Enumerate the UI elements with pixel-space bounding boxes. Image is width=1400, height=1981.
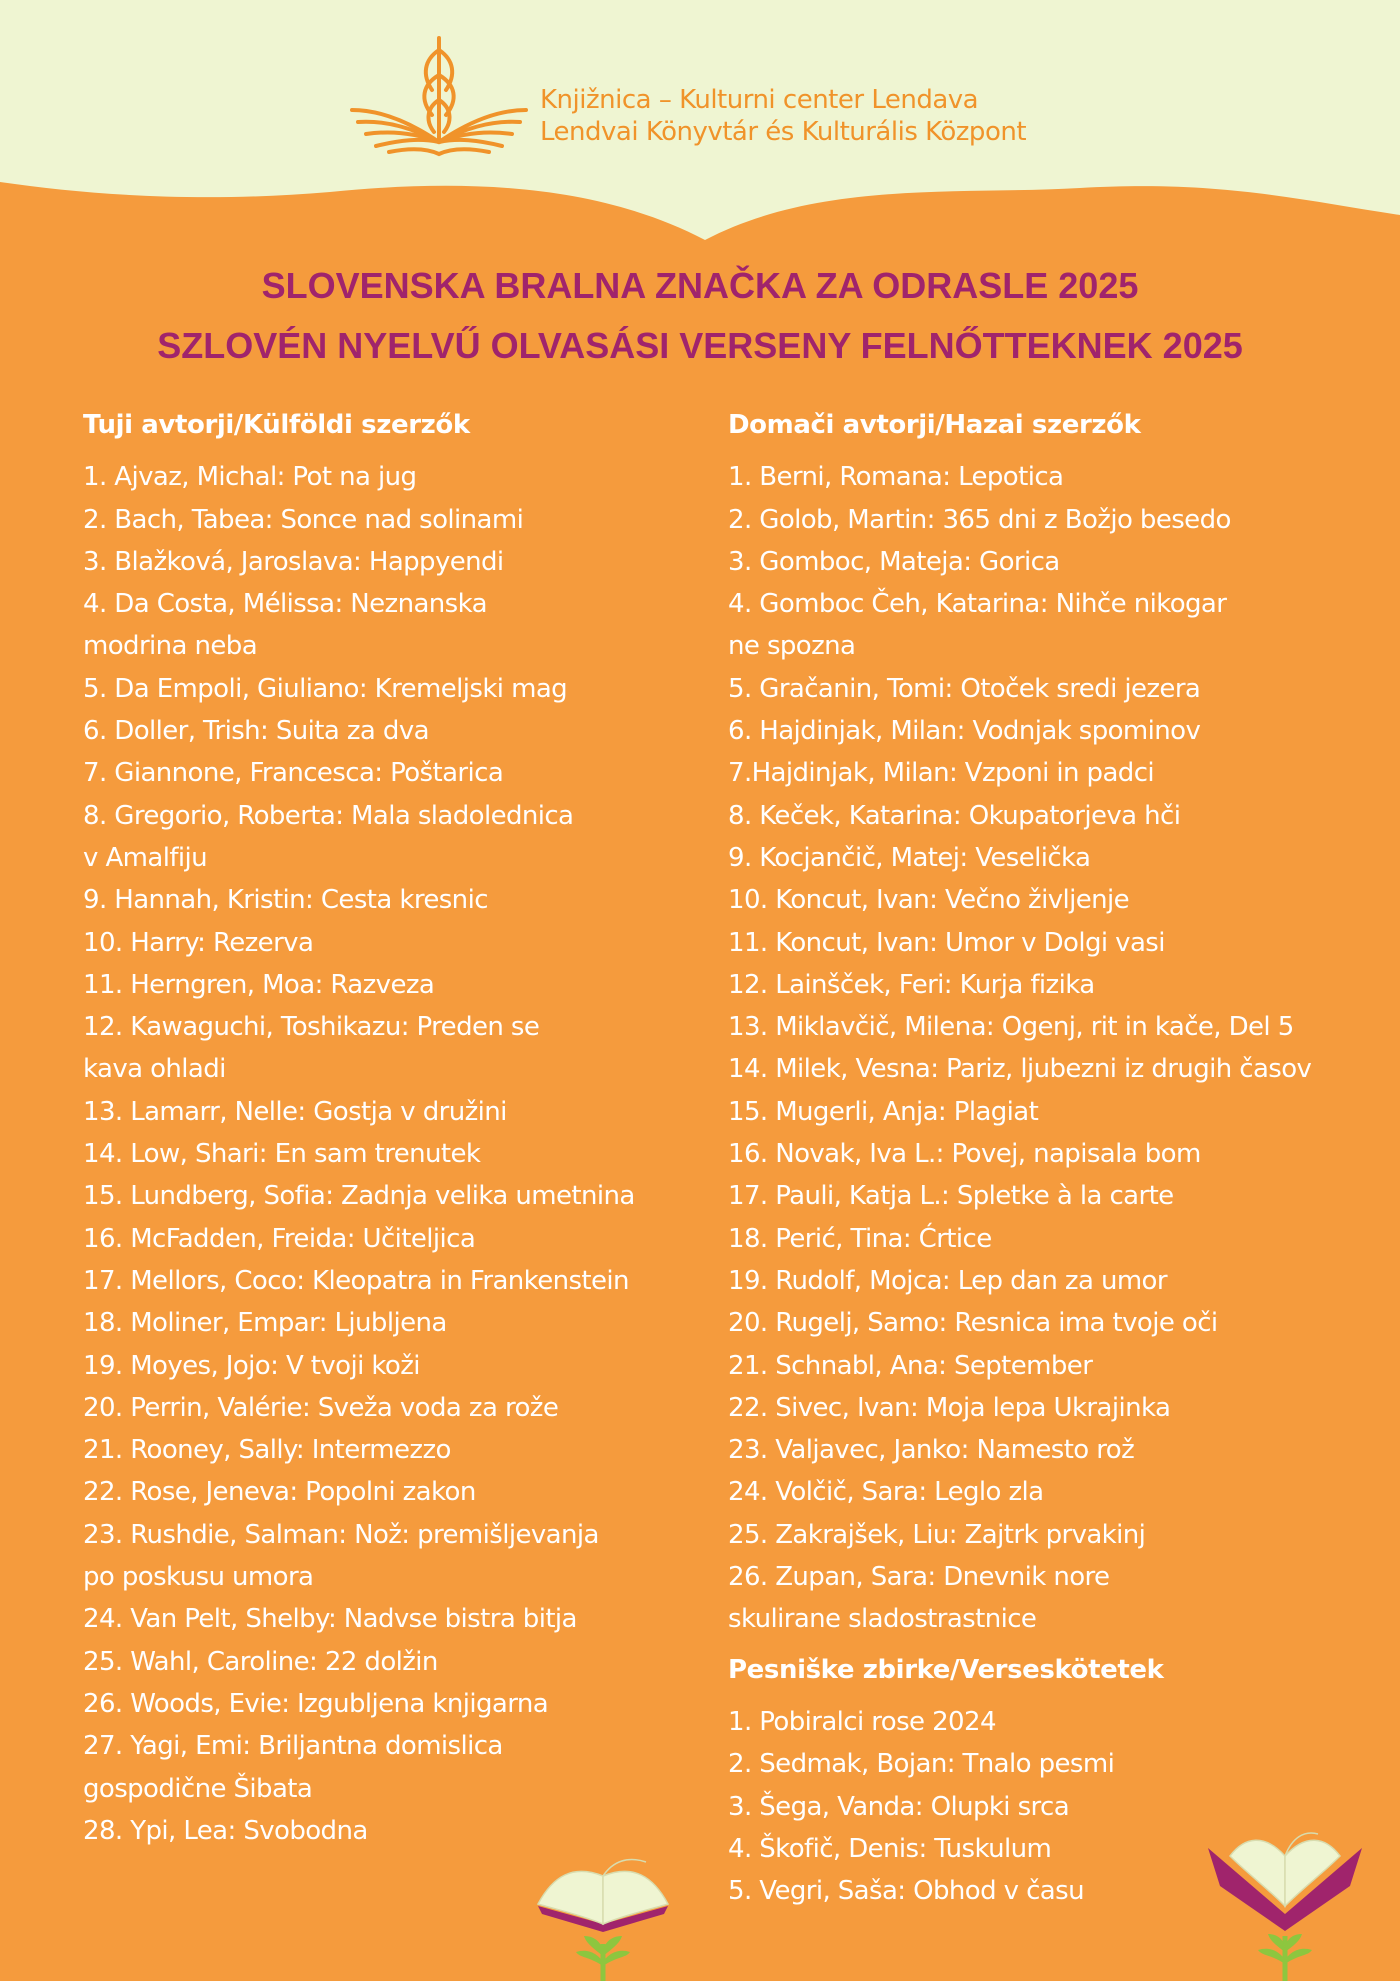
list-item: 3. Šega, Vanda: Olupki srca	[728, 1791, 1070, 1822]
list-item: 15. Lundberg, Sofia: Zadnja velika umetnina	[83, 1181, 635, 1212]
foreign-authors-list	[83, 456, 703, 1852]
list-item: 11. Koncut, Ivan: Umor v Dolgi vasi	[728, 927, 1165, 958]
domestic-authors-list	[728, 456, 1368, 1640]
list-item: 1. Berni, Romana: Lepotica	[728, 462, 1064, 493]
list-item: 9. Kocjančič, Matej: Veselička	[728, 842, 1091, 873]
list-item: 21. Schnabl, Ana: September	[728, 1350, 1093, 1381]
list-item: 14. Milek, Vesna: Pariz, ljubezni iz drugih časov	[728, 1054, 1312, 1085]
list-item: 19. Moyes, Jojo: V tvoji koži	[83, 1350, 420, 1381]
list-item: 5. Gračanin, Tomi: Otoček sredi jezera	[728, 673, 1201, 704]
library-name-hungarian: Lendvai Könyvtár és Kulturális Központ	[540, 117, 1027, 147]
library-name	[540, 84, 1026, 148]
list-item: 5. Da Empoli, Giuliano: Kremeljski mag	[83, 673, 568, 704]
list-item: 20. Perrin, Valérie: Sveža voda za rože	[83, 1392, 559, 1423]
list-item: 26. Zupan, Sara: Dnevnik nore skulirane sladostrastnice	[728, 1562, 1110, 1635]
list-item: 21. Rooney, Sally: Intermezzo	[83, 1435, 451, 1466]
list-item: 22. Rose, Jeneva: Popolni zakon	[83, 1477, 476, 1508]
list-item: 2. Bach, Tabea: Sonce nad solinami	[83, 504, 524, 535]
list-item: 1. Ajvaz, Michal: Pot na jug	[83, 462, 417, 493]
list-item: 1. Pobiralci rose 2024	[728, 1706, 996, 1737]
library-logo-icon	[344, 30, 534, 160]
domestic-authors-heading: Domači avtorji/Hazai szerzők	[728, 410, 1141, 440]
title-slovenian: SLOVENSKA BRALNA ZNAČKA ZA ODRASLE 2025	[261, 265, 1139, 306]
list-item: 23. Rushdie, Salman: Nož: premišljevanja po poskusu umora	[83, 1519, 599, 1593]
list-item: 25. Zakrajšek, Liu: Zajtrk prvakinj	[728, 1519, 1146, 1550]
list-item: 20. Rugelj, Samo: Resnica ima tvoje oči	[728, 1308, 1218, 1339]
open-book-sprout-icon-right	[1200, 1806, 1370, 1981]
list-item: 6. Hajdinjak, Milan: Vodnjak spominov	[728, 716, 1201, 747]
list-item: 22. Sivec, Ivan: Moja lepa Ukrajinka	[728, 1392, 1171, 1423]
list-item: 24. Van Pelt, Shelby: Nadvse bistra bitja	[83, 1604, 577, 1635]
list-item: 13. Lamarr, Nelle: Gostja v družini	[83, 1096, 507, 1127]
list-item: 3. Blažková, Jaroslava: Happyendi	[83, 546, 504, 577]
list-item: 12. Lainšček, Feri: Kurja fizika	[728, 969, 1095, 1000]
library-name-slovenian: Knjižnica – Kulturni center Lendava	[540, 85, 979, 115]
list-item: 17. Mellors, Coco: Kleopatra in Frankenstein	[83, 1265, 629, 1296]
list-item: 4. Gomboc Čeh, Katarina: Nihče nikogar ne spozna	[728, 589, 1227, 662]
list-item: 16. McFadden, Freida: Učiteljica	[83, 1223, 476, 1254]
list-item: 18. Moliner, Empar: Ljubljena	[83, 1308, 447, 1339]
poetry-heading: Pesniške zbirke/Verseskötetek	[728, 1654, 1164, 1685]
list-item: 17. Pauli, Katja L.: Spletke à la carte	[728, 1181, 1174, 1212]
list-item: 16. Novak, Iva L.: Povej, napisala bom	[728, 1139, 1201, 1170]
list-item: 10. Harry: Rezerva	[83, 927, 314, 958]
list-item: 4. Da Costa, Mélissa: Neznanska modrina neba	[83, 589, 487, 662]
list-item: 7. Giannone, Francesca: Poštarica	[83, 758, 504, 789]
list-item: 5. Vegri, Saša: Obhod v času	[728, 1876, 1084, 1907]
list-item: 2. Sedmak, Bojan: Tnalo pesmi	[728, 1749, 1115, 1780]
list-item: 23. Valjavec, Janko: Namesto rož	[728, 1435, 1135, 1466]
list-item: 4. Škofič, Denis: Tuskulum	[728, 1833, 1052, 1864]
list-item: 12. Kawaguchi, Toshikazu: Preden se kava ohladi	[83, 1012, 540, 1085]
list-item: 24. Volčič, Sara: Leglo zla	[728, 1477, 1044, 1508]
list-item: 9. Hannah, Kristin: Cesta kresnic	[83, 885, 488, 916]
foreign-authors-heading: Tuji avtorji/Külföldi szerzők	[83, 410, 470, 440]
list-item: 19. Rudolf, Mojca: Lep dan za umor	[728, 1265, 1167, 1296]
page-title	[0, 256, 1400, 376]
list-item: 7.Hajdinjak, Milan: Vzponi in padci	[728, 758, 1155, 789]
foreign-authors-column	[83, 404, 703, 1852]
list-item: 25. Wahl, Caroline: 22 dolžin	[83, 1646, 438, 1677]
list-item: 14. Low, Shari: En sam trenutek	[83, 1139, 481, 1170]
list-item: 10. Koncut, Ivan: Večno življenje	[728, 885, 1130, 916]
list-item: 2. Golob, Martin: 365 dni z Božjo besedo	[728, 504, 1231, 535]
list-item: 28. Ypi, Lea: Svobodna	[83, 1815, 368, 1846]
list-item: 3. Gomboc, Mateja: Gorica	[728, 546, 1060, 577]
open-book-sprout-icon	[518, 1806, 688, 1981]
list-item: 8. Gregorio, Roberta: Mala sladolednica v Amalfiju	[83, 800, 574, 873]
list-item: 8. Keček, Katarina: Okupatorjeva hči	[728, 800, 1181, 831]
list-item: 13. Miklavčič, Milena: Ogenj, rit in kače, Del 5	[728, 1012, 1294, 1043]
list-item: 15. Mugerli, Anja: Plagiat	[728, 1096, 1039, 1127]
domestic-authors-column	[728, 404, 1368, 1912]
list-item: 11. Herngren, Moa: Razveza	[83, 969, 435, 1000]
list-item: 18. Perić, Tina: Ćrtice	[728, 1223, 992, 1254]
list-item: 26. Woods, Evie: Izgubljena knjigarna	[83, 1688, 549, 1719]
list-item: 6. Doller, Trish: Suita za dva	[83, 716, 429, 747]
list-item: 27. Yagi, Emi: Briljantna domislica gospodične Šibata	[83, 1731, 503, 1804]
title-hungarian: SZLOVÉN NYELVŰ OLVASÁSI VERSENY FELNŐTTEKNEK 2025	[157, 325, 1243, 366]
